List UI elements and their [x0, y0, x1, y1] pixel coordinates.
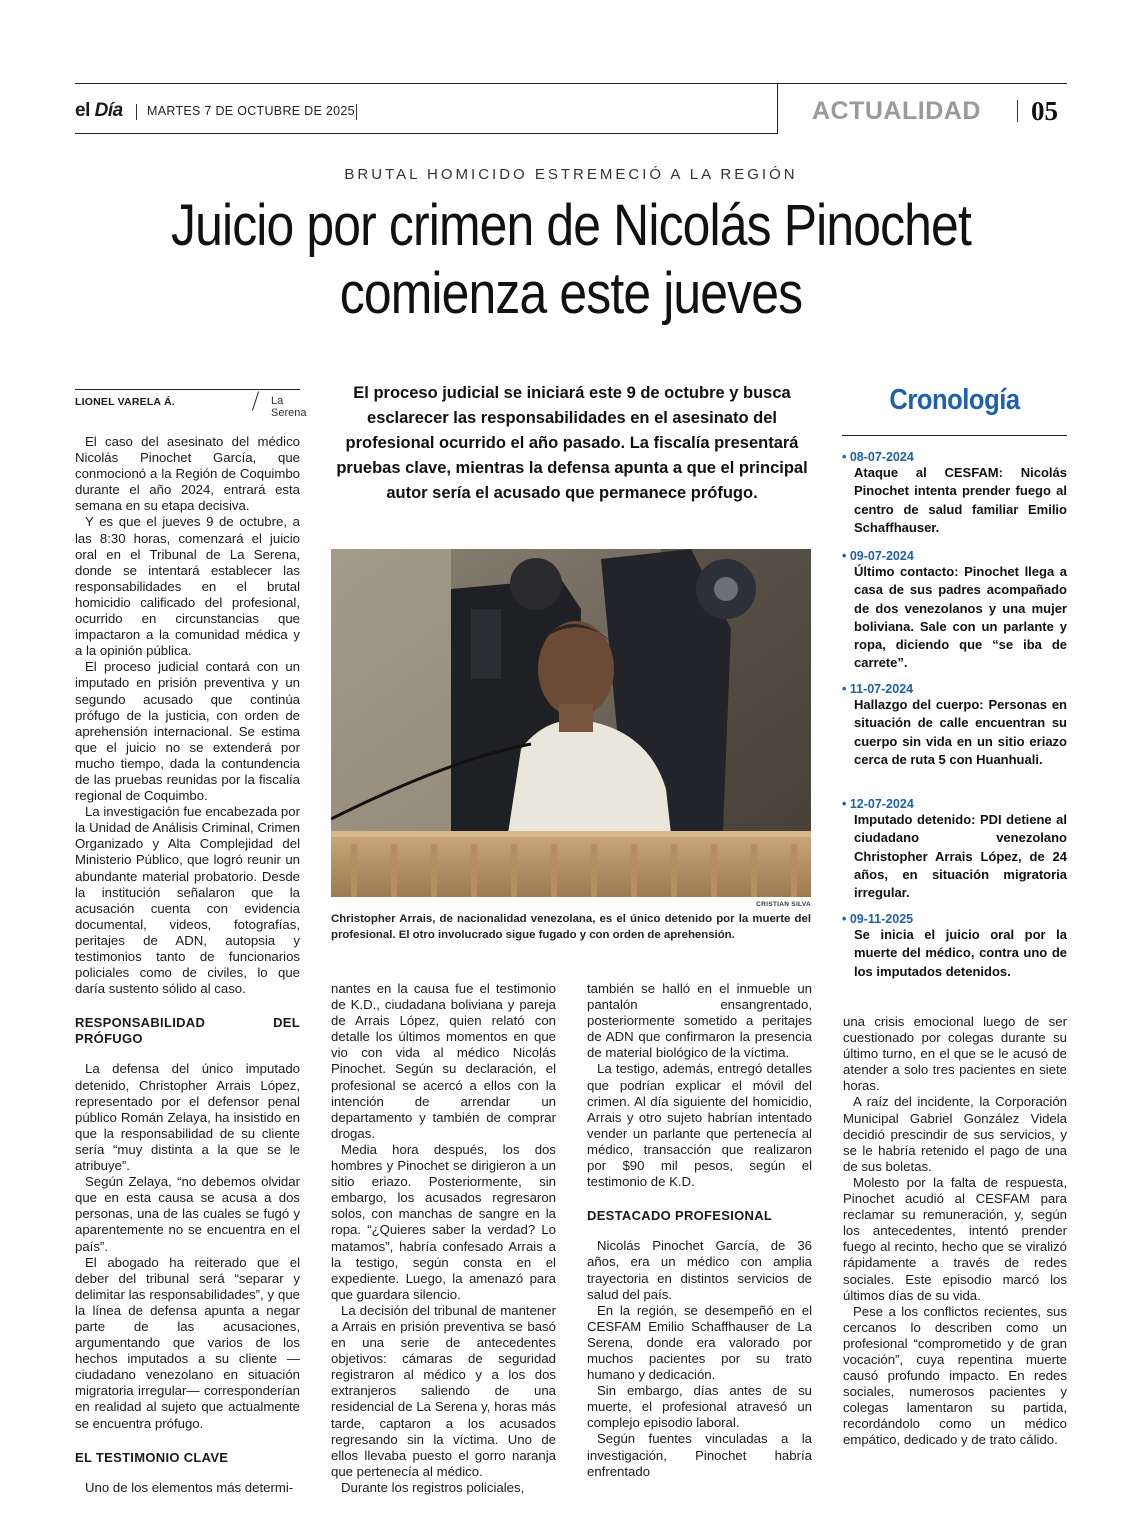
article-headline	[132, 192, 1011, 328]
paragraph: Durante los registros policiales,	[341, 1479, 525, 1495]
paragraph: Pese a los conflictos recientes, sus cercanos lo describen como un profesional “comprometido y de gran vocación”, cuya repentina muerte causó profundo impacto. En redes sociales, numerosos pacientes y colegas lamentaron su partida, recordándolo como un médico empático, dedicado y de trato cálido.	[843, 1303, 1067, 1448]
cronologia-item	[842, 450, 1067, 537]
paragraph: El abogado ha reiterado que el deber del tribunal será “separar y delimitar las responsabilidades”, y que la línea de defensa apunta a negar parte de las acusaciones, argumentando que varios de los hechos imputados a su cliente —ciudadano venezolano en situación migratoria irregular— corresponderían en realidad al sujeto que actualmente se encuentra prófugo.	[75, 1254, 300, 1431]
cronologia-item	[842, 797, 1067, 902]
dateline-place: La Serena	[271, 395, 307, 419]
cronologia-text: Imputado detenido: PDI detiene al ciudadano venezolano Christopher Arrais López, de 24 años, en situación migratoria irregular.	[854, 812, 1067, 901]
paragraph: Y es que el jueves 9 de octubre, a las 8:30 horas, comenzará el juicio oral en el Tribunal de La Serena, donde se intentará establecer las responsabilidades en el brutal homicidio calificado del profesional, ocurrido en circunstancias que impactaron a la comunidad médica y a la opinión pública.	[75, 514, 300, 659]
paragraph: una crisis emocional luego de ser cuestionado por colegas durante su último turno, en el que se le acusó de atender a solo tres pacientes en siete horas.	[843, 1014, 1067, 1094]
cronologia-item	[842, 682, 1067, 769]
paragraph: La investigación fue encabezada por la Unidad de Análisis Criminal, Crimen Organizado y Alta Complejidad del Ministerio Público, que logró reunir un abundante material probatorio. Desde la institución señalaron que la acusación cuenta con evidencia documental, videos, fotografías, peritajes de ADN, autopsia y testimonios tanto de funcionarios policiales como de civiles, lo que daría sustento sólido al caso.	[75, 804, 300, 997]
newspaper-logo	[75, 98, 123, 124]
paragraph: Sin embargo, días antes de su muerte, el profesional atravesó un complejo episodio laboral.	[587, 1383, 812, 1431]
cronologia-date: • 11-07-2024	[842, 682, 914, 696]
author-name: LIONEL VARELA Á.	[75, 396, 175, 408]
issue-date: MARTES 7 DE OCTUBRE DE 2025	[147, 104, 355, 118]
cronologia-text: Hallazgo del cuerpo: Personas en situación de calle encuentran su cuerpo sin vida en un sitio eriazo cerca de ruta 5 con Huanhuali.	[854, 697, 1067, 767]
subhead-responsabilidad: RESPONSABILIDAD DEL PRÓFUGO	[75, 1015, 300, 1047]
header-pipe	[136, 104, 137, 120]
logo-el: el	[75, 100, 90, 121]
logo-dia: Día	[94, 100, 123, 121]
body-column-4	[843, 1014, 1067, 1449]
subhead-destacado: DESTACADO PROFESIONAL	[587, 1208, 773, 1224]
cronologia-text: Último contacto: Pinochet llega a casa de sus padres acompañado de dos venezolanos y una mujer boliviana. Sale con un parlante y ropa, diciendo que “se iba de carrete”.	[854, 564, 1067, 671]
body-column-2	[331, 981, 556, 1496]
header-bottom-rule	[75, 133, 777, 134]
body-column-3	[587, 981, 812, 1480]
paragraph: Media hora después, los dos hombres y Pinochet se dirigieron a un sitio eriazo. Posteriormente, sin embargo, los acusados regresaron solos, con manchas de sangre en la ropa. “¿Quieres saber la verdad? Lo matamos”, habría confesado Arrais a la testigo, según consta en el expediente. Luego, la amenazó para que guardara silencio.	[331, 1141, 556, 1302]
paragraph: El proceso judicial contará con un imputado en prisión preventiva y un segundo acusado que continúa prófugo de la justicia, con orden de aprehensión internacional. Se estima que el juicio no se extenderá por mucho tiempo, dada la contundencia de las pruebas reunidas por la fiscalía regional de Coquimbo.	[75, 659, 300, 804]
header-pipe	[1017, 100, 1018, 122]
cronologia-item	[842, 549, 1067, 673]
header-divider	[777, 83, 778, 134]
cronologia-text: Ataque al CESFAM: Nicolás Pinochet intenta prender fuego al centro de salud familiar Emilio Schaffhauser.	[854, 465, 1067, 535]
byline-slash	[252, 391, 259, 410]
paragraph: La decisión del tribunal de mantener a Arrais en prisión preventiva se basó en una serie de antecedentes objetivos: cámaras de seguridad registraron al médico y a los dos extranjeros saliendo de una residencial de La Serena y, horas más tarde, captaron a los acusados regresando sin la víctima. Uno de ellos llevaba puesto el gorro naranja que pertenecía al médico.	[331, 1302, 556, 1479]
paragraph: Nicolás Pinochet García, de 36 años, era un médico con amplia trayectoria en distintos servicios de salud del país.	[587, 1238, 812, 1302]
section-name: ACTUALIDAD	[812, 96, 981, 125]
article-lede: El proceso judicial se iniciará este 9 de octubre y busca esclarecer las responsabilidades en el asesinato del profesional ocurrido el año pasado. La fiscalía presentará pruebas clave, mientras la defensa apunta a que el principal autor sería el acusado que permanece prófugo.	[336, 384, 808, 502]
page-number: 05	[1031, 95, 1058, 126]
paragraph: La defensa del único imputado detenido, Christopher Arrais López, representado por el defensor penal público Román Zelaya, ha insistido en que la responsabilidad de su cliente sería “muy distinta a la que se le atribuye”.	[75, 1061, 300, 1174]
cronologia-date: • 09-11-2025	[842, 912, 914, 926]
body-column-1	[75, 434, 300, 1496]
headline-line-1: Juicio por crimen de Nicolás Pinochet	[171, 193, 971, 258]
article-kicker: BRUTAL HOMICIDO ESTREMECIÓ A LA REGIÓN	[344, 166, 798, 183]
paragraph: también se halló en el inmueble un pantalón ensangrentado, posteriormente sometido a peritajes de ADN que confirmaron la presencia de material biológico de la víctima.	[587, 981, 812, 1061]
paragraph: nantes en la causa fue el testimonio de K.D., ciudadana boliviana y pareja de Arrais López, quien relató con detalle los últimos momentos en que vio con vida al médico Nicolás Pinochet. Según su declaración, el profesional se acercó a ellos con la intención de arrendar un departamento y también de comprar drogas.	[331, 981, 556, 1141]
paragraph: Molesto por la falta de respuesta, Pinochet acudió al CESFAM para reclamar su remuneración, y, según los antecedentes, intentó prender fuego al recinto, hecho que se viralizó rápidamente a través de redes sociales. Este episodio marcó los últimos días de su vida.	[843, 1174, 1067, 1303]
paragraph: Uno de los elementos más determi-	[85, 1479, 294, 1495]
byline	[75, 389, 307, 419]
article-photo	[331, 549, 811, 897]
subhead-testimonio: EL TESTIMONIO CLAVE	[75, 1449, 229, 1465]
court-photo-illustration	[331, 549, 811, 897]
cronologia-date: • 09-07-2024	[842, 549, 914, 563]
paragraph: A raíz del incidente, la Corporación Municipal Gabriel González Videla decidió prescindir de sus servicios, y se le habría retenido el pago de una de sus boletas.	[843, 1094, 1067, 1174]
header-pipe	[356, 104, 357, 120]
cronologia-item	[842, 912, 1067, 981]
cronologia-date: • 12-07-2024	[842, 797, 914, 811]
paragraph: Según Zelaya, “no debemos olvidar que en esta causa se acusa a dos personas, una de las cuales se fugó y aparentemente no se encuentra en el país”.	[75, 1174, 300, 1254]
cronologia-text: Se inicia el juicio oral por la muerte del médico, contra uno de los imputados detenidos.	[854, 927, 1067, 979]
paragraph: Según fuentes vinculadas a la investigación, Pinochet habría enfrentado	[587, 1431, 812, 1479]
header-top-rule	[75, 83, 1067, 84]
cronologia-date: • 08-07-2024	[842, 450, 914, 464]
cronologia-rule	[842, 435, 1067, 436]
photo-caption: Christopher Arrais, de nacionalidad venezolana, es el único detenido por la muerte del profesional. El otro involucrado sigue fugado y con orden de aprehensión.	[331, 913, 811, 941]
photo-credit: CRISTIAN SILVA	[756, 901, 811, 908]
paragraph: El caso del asesinato del médico Nicolás Pinochet García, que conmocionó a la Región de Coquimbo durante el año 2024, entrará esta semana en su etapa decisiva.	[75, 434, 300, 514]
paragraph: La testigo, además, entregó detalles que podrían explicar el móvil del crimen. Al día siguiente del homicidio, Arrais y otro sujeto habrían intentado vender un parlante que pertenecía al médico, transacción que realizaron por $90 mil pesos, según el testimonio de K.D.	[587, 1061, 812, 1190]
cronologia-title: Cronología	[889, 384, 1020, 416]
paragraph: En la región, se desempeñó en el CESFAM Emilio Schaffhauser de La Serena, donde era valorado por muchos pacientes por su trato humano y dedicación.	[587, 1302, 812, 1383]
headline-line-2: comienza este jueves	[339, 261, 803, 326]
